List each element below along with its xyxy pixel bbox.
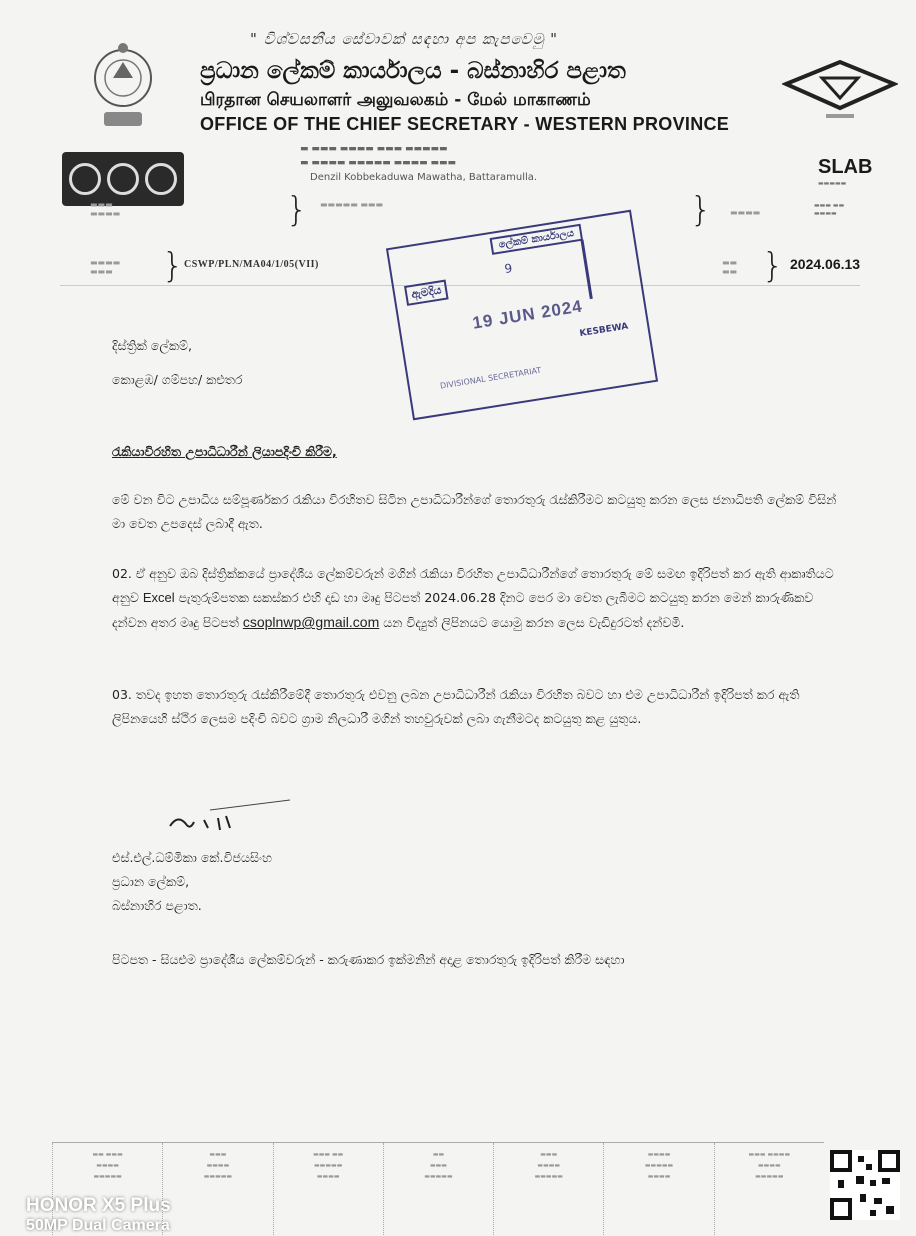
brace: } — [762, 246, 784, 286]
faint-label-date: ▬▬ ▬▬ — [722, 258, 738, 276]
certification-seals-icon — [62, 152, 184, 206]
faint-label-phone: ▬▬▬ ▬▬▬▬ — [90, 200, 121, 218]
stamp-left-box: ඇමදිය — [404, 279, 449, 305]
stamp-top-box: ලේකම් කාර්යාලය — [490, 224, 584, 255]
letter-subject: රැකියාවිරහිත උපාධිධාරීන් ලියාපදිංචි කිරීම, — [112, 444, 337, 459]
slab-certification-logo-icon — [782, 56, 898, 126]
watermark-line-1: HONOR X5 Plus — [26, 1195, 171, 1216]
stamp-bottom-text: DIVISIONAL SECRETARIAT — [439, 365, 542, 391]
faint-label-fax: ▬▬▬▬▬ ▬▬▬ — [320, 200, 384, 209]
footer-column: ▬▬▬▬ ▬▬▬▬▬ ▬▬▬▬ — [603, 1143, 713, 1236]
office-title-english: OFFICE OF THE CHIEF SECRETARY - WESTERN PROVINCE — [200, 114, 730, 134]
camera-watermark — [26, 1196, 171, 1236]
qr-code-icon — [830, 1150, 900, 1220]
faint-label-email: ▬▬▬▬ — [730, 208, 761, 217]
slab-cert-text: ▬▬▬ ▬▬ ▬▬▬▬ — [814, 202, 845, 217]
paragraph-2-part-c: යන විද්‍යුත් ලිපිනයට යොමු කරන ලෙස වැඩිදුරටත් දන්වමි. — [383, 615, 685, 630]
copy-to-line: පිටපත - සියළුම ප්‍රාදේශීය ලේකම්වරුන් - කරුණාකර ඉක්මනින් අදාළ තොරතුරු ඉදිරිපත් කිරීම සඳහා — [112, 952, 625, 967]
paragraph-2 — [112, 562, 847, 635]
salutation-line-2: කොළඹ/ ගම්පහ/ කළුතර — [112, 372, 243, 387]
address-line-1: ▬ ▬▬▬ ▬▬▬▬ ▬▬▬ ▬▬▬▬▬ — [300, 144, 448, 154]
footer-column: ▬▬▬ ▬▬▬▬ ▬▬▬▬▬ — [162, 1143, 272, 1236]
header-motto: " විශ්වසනීය සේවාවක් සඳහා අප කැපවෙමු " — [250, 30, 559, 48]
stamp-handwritten-mark-icon — [579, 239, 594, 299]
sri-lanka-emblem-icon — [86, 38, 160, 134]
stamp-place: KESBEWA — [578, 321, 630, 340]
footer-column: ▬▬ ▬▬▬ ▬▬▬▬ ▬▬▬▬▬ — [52, 1143, 162, 1236]
footer-column: ▬▬▬ ▬▬▬▬ ▬▬▬▬ ▬▬▬▬▬ — [714, 1143, 824, 1236]
stamp-number: 9 — [503, 261, 514, 277]
slab-subtext: ▬▬▬▬▬ — [818, 180, 847, 187]
paragraph-1: මේ වන විට උපාධිය සම්පූර්ණකර රැකියා විරහිතව සිටින උපාධිධාරීන්ගේ තොරතුරු රැස්කිරීමට කටයුතු කරන ලෙස ජනාධිපති ලේකම් විසින් මා වෙත උපදෙස් ලබාදී ඇත. — [112, 492, 837, 531]
salutation-line-1: දිස්ත්‍රික් ලේකම්, — [112, 338, 192, 353]
address-english: Denzil Kobbekaduwa Mawatha, Battaramulla. — [310, 172, 538, 183]
footer-column: ▬▬ ▬▬▬ ▬▬▬▬▬ — [383, 1143, 493, 1236]
handwritten-signature-icon — [160, 796, 300, 836]
signatory-name: එස්.එල්.ධම්මිකා කේ.විජයසිංහ — [112, 850, 272, 865]
signatory-province: බස්නාහිර පළාත. — [112, 898, 202, 913]
paragraph-2-part-b: පැතුරුම්පතක සකස්කර එහි දෘඩ හා මෘදු පිටපත් 2024.06.28 දිනට පෙර මා වෙත ලැබීමට කටයුතු කරන මෙන් කාරුණිකව දන්වන අතර මෘදු පිටපත් — [112, 590, 814, 630]
faint-label-my-no: ▬▬▬▬ ▬▬▬ — [90, 258, 121, 276]
received-stamp — [386, 210, 658, 421]
my-reference-number: CSWP/PLN/MA04/1/05(VII) — [184, 259, 319, 270]
email-link[interactable]: csoplnwp@gmail.com — [242, 614, 380, 630]
paragraph-3: 03. තවද ඉහත තොරතුරු රැස්කිරීමේදී තොරතුරු එවනු ලබන උපාධිධාරීන් රැකියා විරහිත බවට හා එම උපාධිධාරීන් ඉදිරිපත් කර ඇති ලිපිනයෙහි ස්ථිර ලෙසම පදිංචි බවට ග්‍රාම නිලධාරී මගින් තහවුරුවක් ලබා ගැනීමටද කටයුතු කළ යුතුය. — [112, 687, 800, 726]
footer-column: ▬▬▬ ▬▬ ▬▬▬▬▬ ▬▬▬▬ — [273, 1143, 383, 1236]
brace: } — [690, 190, 712, 230]
paragraph-2-part-a: 02. ඒ අනුව ඔබ දිස්ත්‍රික්කයේ ප්‍රාදේශීය ලේකම්වරුන් මගින් රැකියා විරහිත උපාධිධාරීන්ගේ තොරතුරු මේ සමඟ ඉදිරිපත් කර ඇති ආකෘතියට අනුව — [112, 566, 834, 605]
slab-label: SLAB — [818, 156, 873, 178]
address-line-2: ▬ ▬▬▬▬ ▬▬▬▬▬ ▬▬▬▬ ▬▬▬ — [300, 158, 457, 168]
paragraph-2-excel: Excel — [142, 590, 175, 605]
footer-column: ▬▬▬ ▬▬▬▬ ▬▬▬▬▬ — [493, 1143, 603, 1236]
stamp-date: 19 JUN 2024 — [471, 296, 584, 333]
office-title-sinhala: ප්‍රධාන ලේකම් කාර්යාලය - බස්නාහිර පළාත — [200, 58, 626, 84]
brace: } — [286, 190, 308, 230]
office-title-tamil: பிரதான செயலாளர் அலுவலகம் - மேல் மாகாணம் — [200, 90, 591, 110]
letter-date: 2024.06.13 — [790, 256, 861, 272]
brace: } — [162, 246, 184, 286]
watermark-line-2: 50MP Dual Camera — [26, 1217, 170, 1234]
signatory-title: ප්‍රධාන ලේකම්, — [112, 874, 190, 889]
